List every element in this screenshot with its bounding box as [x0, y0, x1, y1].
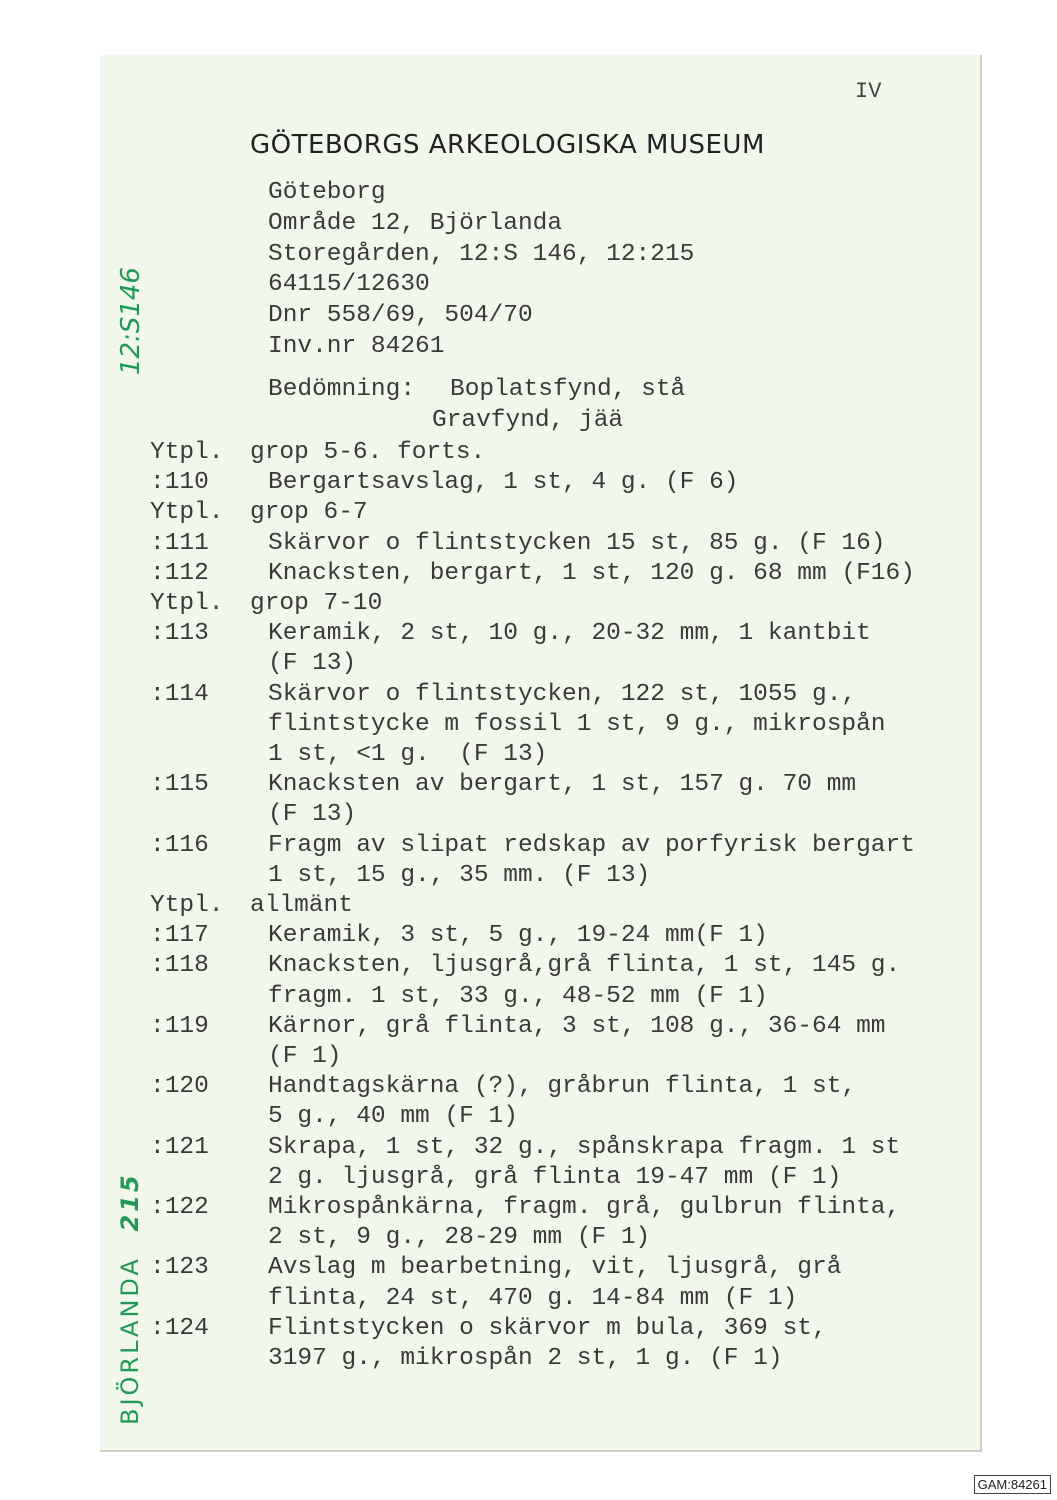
page-number: IV: [855, 79, 882, 104]
entry-text: 1 st, 15 g., 35 mm. (F 13): [268, 862, 651, 889]
header-line: 64115/12630: [268, 271, 430, 298]
entry-number: :119: [150, 1013, 209, 1040]
entry-number: :110: [150, 469, 209, 496]
entry-text: Avslag m bearbetning, vit, ljusgrå, grå: [268, 1254, 842, 1281]
entry-text: (F 13): [268, 801, 357, 828]
entry-text: Keramik, 2 st, 10 g., 20-32 mm, 1 kantbit: [268, 620, 871, 647]
header-line: Inv.nr 84261: [268, 333, 445, 360]
group-label: Ytpl.: [150, 439, 224, 466]
entry-text: 2 st, 9 g., 28-29 mm (F 1): [268, 1224, 651, 1251]
header-line: Storegården, 12:S 146, 12:215: [268, 241, 695, 268]
group-label: Ytpl.: [150, 590, 224, 617]
group-text: grop 7-10: [250, 590, 383, 617]
entry-text: 1 st, <1 g. (F 13): [268, 741, 548, 768]
entry-text: Keramik, 3 st, 5 g., 19-24 mm(F 1): [268, 922, 768, 949]
entry-text: fragm. 1 st, 33 g., 48-52 mm (F 1): [268, 983, 768, 1010]
entry-number: :112: [150, 560, 209, 587]
group-text: allmänt: [250, 892, 353, 919]
museum-title: GÖTEBORGS ARKEOLOGISKA MUSEUM: [250, 130, 765, 160]
entry-number: :114: [150, 681, 209, 708]
entry-number: :120: [150, 1073, 209, 1100]
margin-note-bottom: [112, 1135, 158, 1435]
archive-id: GAM:84261: [974, 1475, 1051, 1494]
entry-text: flinta, 24 st, 470 g. 14-84 mm (F 1): [268, 1285, 798, 1312]
margin-note-top: 12:S146: [116, 267, 146, 375]
entry-text: Skrapa, 1 st, 32 g., spånskrapa fragm. 1 st: [268, 1134, 901, 1161]
header-line: Göteborg: [268, 179, 386, 206]
entry-text: Skärvor o flintstycken 15 st, 85 g. (F 16): [268, 530, 886, 557]
entry-text: Kärnor, grå flinta, 3 st, 108 g., 36-64 mm: [268, 1013, 886, 1040]
entry-number: :113: [150, 620, 209, 647]
group-label: Ytpl.: [150, 892, 224, 919]
entry-text: Bergartsavslag, 1 st, 4 g. (F 6): [268, 469, 739, 496]
group-text: grop 6-7: [250, 499, 368, 526]
entry-text: Handtagskärna (?), gråbrun flinta, 1 st,: [268, 1073, 857, 1100]
entry-number: :115: [150, 771, 209, 798]
catalog-card: [100, 55, 982, 1452]
entry-text: Knacksten av bergart, 1 st, 157 g. 70 mm: [268, 771, 857, 798]
entry-text: 2 g. ljusgrå, grå flinta 19-47 mm (F 1): [268, 1164, 842, 1191]
entry-text: (F 13): [268, 650, 357, 677]
entry-number: :117: [150, 922, 209, 949]
entry-number: :121: [150, 1134, 209, 1161]
group-label: Ytpl.: [150, 499, 224, 526]
entry-number: :116: [150, 832, 209, 859]
entry-number: :124: [150, 1315, 209, 1342]
header-line: Dnr 558/69, 504/70: [268, 302, 533, 329]
entry-text: Mikrospånkärna, fragm. grå, gulbrun flinta,: [268, 1194, 901, 1221]
entry-number: :111: [150, 530, 209, 557]
entry-text: Flintstycken o skärvor m bula, 369 st,: [268, 1315, 827, 1342]
entry-text: (F 1): [268, 1043, 342, 1070]
header-line: Område 12, Björlanda: [268, 210, 563, 237]
entry-text: Knacksten, bergart, 1 st, 120 g. 68 mm (F16): [268, 560, 915, 587]
assessment-label: Bedömning:: [268, 376, 416, 403]
entry-text: Skärvor o flintstycken, 122 st, 1055 g.,: [268, 681, 857, 708]
entry-text: 5 g., 40 mm (F 1): [268, 1103, 518, 1130]
entry-number: :122: [150, 1194, 209, 1221]
assessment-line: Boplatsfynd, stå: [450, 376, 686, 403]
entry-number: :118: [150, 952, 209, 979]
entry-text: Knacksten, ljusgrå,grå flinta, 1 st, 145 g.: [268, 952, 901, 979]
group-text: grop 5-6. forts.: [250, 439, 486, 466]
margin-number: 215: [116, 1172, 144, 1232]
assessment-line: Gravfynd, jää: [432, 407, 624, 434]
margin-place: BJÖRLANDA: [116, 1256, 144, 1425]
entry-text: flintstycke m fossil 1 st, 9 g., mikrospån: [268, 711, 886, 738]
entry-number: :123: [150, 1254, 209, 1281]
entry-text: Fragm av slipat redskap av porfyrisk bergart: [268, 832, 915, 859]
entry-text: 3197 g., mikrospån 2 st, 1 g. (F 1): [268, 1345, 783, 1372]
